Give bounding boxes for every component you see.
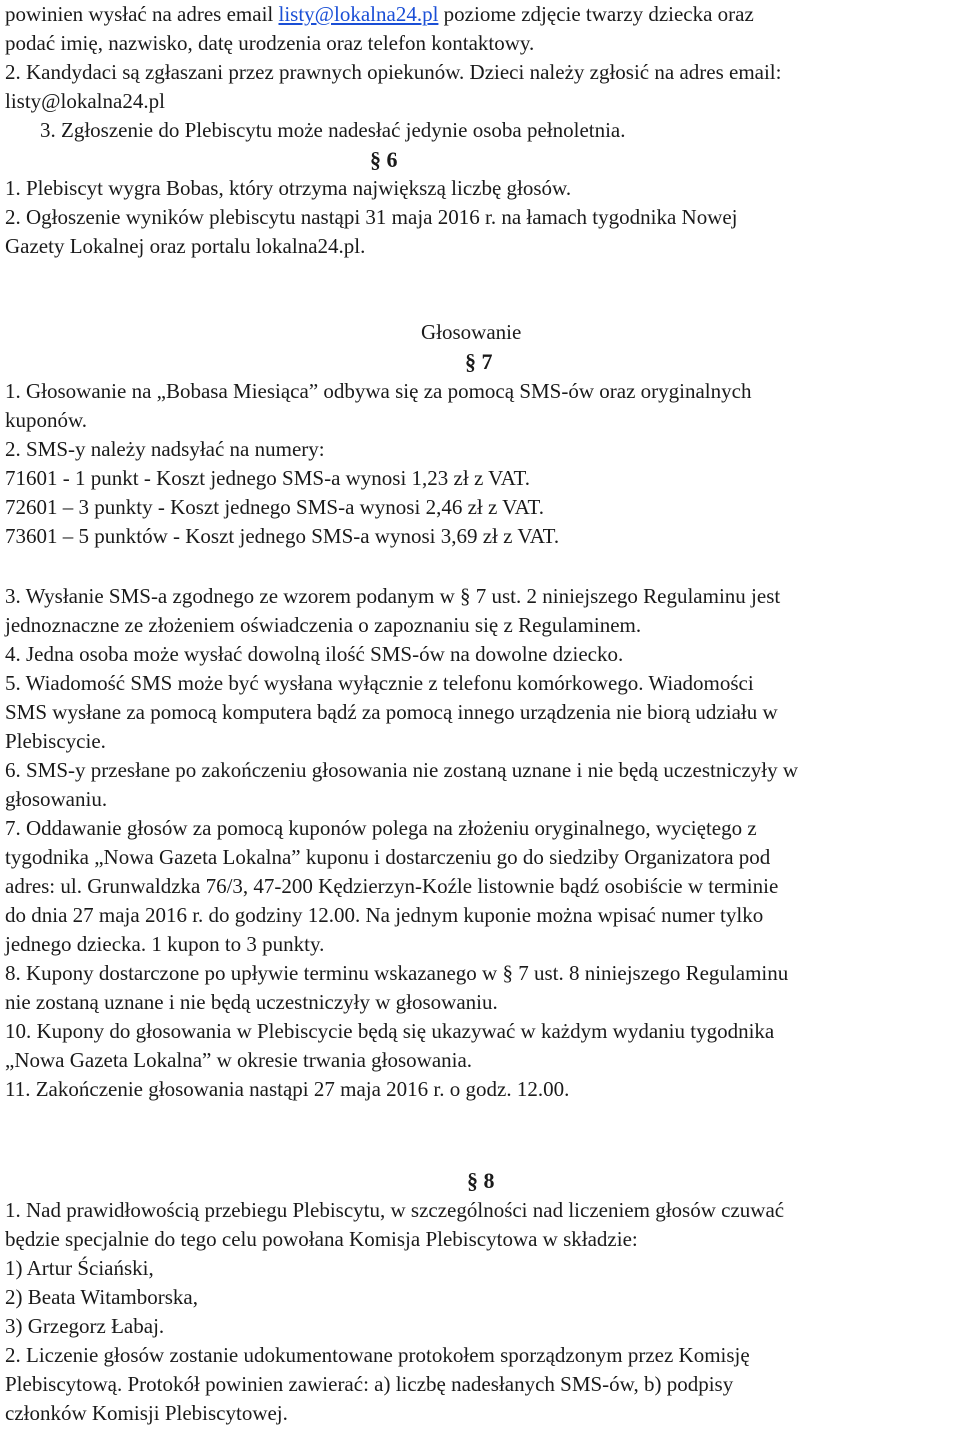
text-line: podać imię, nazwisko, datę urodzenia oraz telefon kontaktowy.	[5, 31, 535, 55]
text-line: „Nowa Gazeta Lokalna” w okresie trwania głosowania.	[5, 1048, 473, 1072]
text-line: 3) Grzegorz Łabaj.	[5, 1314, 165, 1338]
text-line: nie zostaną uznane i nie będą uczestniczyły w głosowaniu.	[5, 990, 498, 1014]
text-line: 1. Głosowanie na „Bobasa Miesiąca” odbywa się za pomocą SMS-ów oraz oryginalnych	[5, 379, 752, 403]
section-title: Głosowanie	[421, 320, 522, 344]
section-heading: § 8	[467, 1168, 495, 1193]
text-line: 2. Ogłoszenie wyników plebiscytu nastąpi 31 maja 2016 r. na łamach tygodnika Nowej	[5, 205, 738, 229]
email-link[interactable]: listy@lokalna24.pl	[278, 2, 439, 26]
text-line: listy@lokalna24.pl	[5, 89, 165, 113]
text-line: adres: ul. Grunwaldzka 76/3, 47-200 Kędzierzyn-Koźle listownie bądź osobiście w terminie	[5, 874, 779, 898]
text-line: 8. Kupony dostarczone po upływie terminu wskazanego w § 7 ust. 8 niniejszego Regulaminu	[5, 961, 789, 985]
text-line: będzie specjalnie do tego celu powołana Komisja Plebiscytowa w składzie:	[5, 1227, 638, 1251]
text-line: 2) Beata Witamborska,	[5, 1285, 198, 1309]
section-heading: § 6	[370, 147, 398, 172]
text-line: 1) Artur Ściański,	[5, 1256, 154, 1280]
text-segment: poziome zdjęcie twarzy dziecka oraz	[438, 2, 754, 26]
text-line: 72601 – 3 punkty - Koszt jednego SMS-a wynosi 2,46 zł z VAT.	[5, 495, 544, 519]
text-line: Plebiscycie.	[5, 729, 106, 753]
text-line: 5. Wiadomość SMS może być wysłana wyłącznie z telefonu komórkowego. Wiadomości	[5, 671, 754, 695]
text-line: 73601 – 5 punktów - Koszt jednego SMS-a wynosi 3,69 zł z VAT.	[5, 524, 560, 548]
text-line: 71601 - 1 punkt - Koszt jednego SMS-a wynosi 1,23 zł z VAT.	[5, 466, 530, 490]
text-line: 11. Zakończenie głosowania nastąpi 27 maja 2016 r. o godz. 12.00.	[5, 1077, 570, 1101]
text-line: tygodnika „Nowa Gazeta Lokalna” kuponu i dostarczeniu go do siedziby Organizatora pod	[5, 845, 771, 869]
text-line: 2. Liczenie głosów zostanie udokumentowane protokołem sporządzonym przez Komisję	[5, 1343, 750, 1367]
text-line	[5, 0, 754, 29]
text-line: 7. Oddawanie głosów za pomocą kuponów polega na złożeniu oryginalnego, wyciętego z	[5, 816, 757, 840]
text-line: jednoznaczne ze złożeniem oświadczenia o zapoznaniu się z Regulaminem.	[5, 613, 642, 637]
text-line: członków Komisji Plebiscytowej.	[5, 1401, 288, 1425]
text-segment: powinien wysłać na adres email	[5, 2, 279, 26]
text-line: SMS wysłane za pomocą komputera bądź za pomocą innego urządzenia nie biorą udziału w	[5, 700, 778, 724]
text-line: do dnia 27 maja 2016 r. do godziny 12.00. Na jednym kuponie można wpisać numer tylko	[5, 903, 764, 927]
text-line: 4. Jedna osoba może wysłać dowolną ilość SMS-ów na dowolne dziecko.	[5, 642, 624, 666]
text-line: kuponów.	[5, 408, 88, 432]
text-line: 1. Nad prawidłowością przebiegu Plebiscytu, w szczególności nad liczeniem głosów czuwać	[5, 1198, 785, 1222]
text-line: 2. Kandydaci są zgłaszani przez prawnych opiekunów. Dzieci należy zgłosić na adres email:	[5, 60, 782, 84]
text-line: 10. Kupony do głosowania w Plebiscycie będą się ukazywać w każdym wydaniu tygodnika	[5, 1019, 775, 1043]
text-line: głosowaniu.	[5, 787, 108, 811]
text-line: Plebiscytową. Protokół powinien zawierać: a) liczbę nadesłanych SMS-ów, b) podpisy	[5, 1372, 734, 1396]
text-line: 3. Wysłanie SMS-a zgodnego ze wzorem podanym w § 7 ust. 2 niniejszego Regulaminu jest	[5, 584, 781, 608]
text-line: 6. SMS-y przesłane po zakończeniu głosowania nie zostaną uznane i nie będą uczestniczyły w	[5, 758, 799, 782]
text-line: 3. Zgłoszenie do Plebiscytu może nadesłać jedynie osoba pełnoletnia.	[40, 118, 626, 142]
text-line: 2. SMS-y należy nadsyłać na numery:	[5, 437, 325, 461]
text-line: jednego dziecka. 1 kupon to 3 punkty.	[5, 932, 325, 956]
section-heading: § 7	[465, 349, 493, 374]
text-line: 1. Plebiscyt wygra Bobas, który otrzyma największą liczbę głosów.	[5, 176, 572, 200]
text-line: Gazety Lokalnej oraz portalu lokalna24.pl.	[5, 234, 366, 258]
